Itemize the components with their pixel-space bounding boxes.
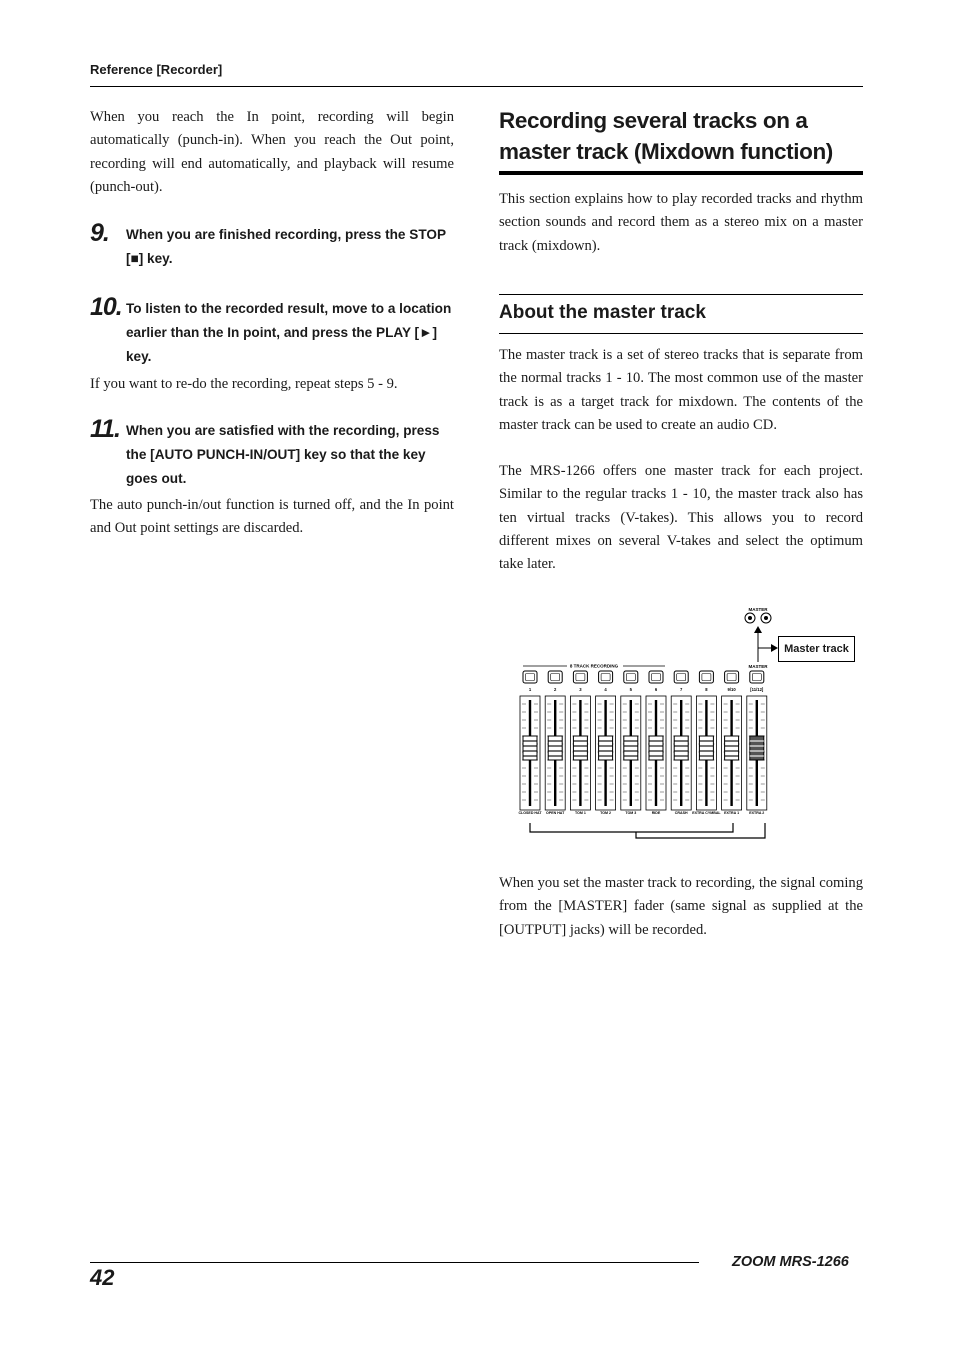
track-number-label: 4 bbox=[604, 687, 607, 692]
track-number-label: 9/10 bbox=[727, 687, 736, 692]
pad-name-label: RIDE bbox=[651, 811, 661, 815]
subheading-rule-top bbox=[499, 294, 863, 295]
rec-button-led bbox=[526, 674, 535, 681]
pad-name-label: OPEN HAT bbox=[546, 811, 565, 815]
master-button-label: MASTER bbox=[748, 664, 768, 669]
master-track-callout: Master track bbox=[778, 636, 855, 662]
rec-button-led bbox=[626, 674, 635, 681]
track-number-label: 2 bbox=[554, 687, 557, 692]
header-rule bbox=[90, 86, 863, 87]
rec-button-led bbox=[551, 674, 560, 681]
pad-name-label: CRASH bbox=[674, 811, 688, 815]
running-header: Reference [Recorder] bbox=[90, 62, 223, 77]
master-track-paragraph-2: The MRS-1266 offers one master track for each project. Similar to the regular tracks 1 - 10, the master track also has ten virtual tracks (V-takes). This allows you to record different mixes on several V-takes and select the optimum take later. bbox=[499, 463, 863, 573]
master-track-paragraph-3: When you set the master track to recording, the signal coming from the [MASTER] fader (same signal as supplied at the [OUTPUT] jacks) will be recorded. bbox=[499, 875, 863, 938]
rec-button-led bbox=[652, 674, 661, 681]
master-knob-label: MASTER bbox=[748, 607, 768, 612]
step-10-note: If you want to re-do the recording, repeat steps 5 - 9. bbox=[90, 376, 398, 392]
pad-name-label: TOM 2 bbox=[600, 811, 612, 815]
rec-button-led bbox=[601, 674, 610, 681]
track-number-label: 3 bbox=[579, 687, 582, 692]
intro-paragraph: When you reach the In point, recording will begin automatically (punch-in). When you reach the Out point, recording will end automatically, and playback will resume (punch-out). bbox=[90, 109, 454, 195]
arrow-up-head bbox=[754, 626, 762, 633]
pad-name-label: EXTRA 1 bbox=[724, 811, 740, 815]
rec-button-led bbox=[702, 674, 711, 681]
track-number-label: 7 bbox=[680, 687, 683, 692]
step-11-text: When you are satisfied with the recording, press the [AUTO PUNCH-IN/OUT] key so that the key goes out. bbox=[126, 423, 440, 486]
step-11-note: The auto punch-in/out function is turned off, and the In point and Out point settings are discarded. bbox=[90, 497, 454, 537]
footer-rule bbox=[90, 1262, 699, 1263]
step-10-number: 10. bbox=[90, 293, 122, 321]
pad-name-label: CLOSED HAT bbox=[518, 811, 542, 815]
track-number-label: 6 bbox=[654, 687, 658, 692]
track-number-label: 1 bbox=[528, 687, 532, 692]
rec-button-led bbox=[576, 674, 585, 681]
step-9-text: When you are finished recording, press the STOP [■] key. bbox=[126, 227, 446, 266]
master-knob-left-center bbox=[748, 616, 752, 620]
subheading: About the master track bbox=[499, 302, 706, 323]
section-heading: Recording several tracks on a master track (Mixdown function) bbox=[499, 108, 833, 164]
pad-bracket-left bbox=[530, 823, 733, 832]
arrow-right-head bbox=[771, 644, 778, 652]
page-number: 42 bbox=[90, 1265, 115, 1290]
step-10-text: To listen to the recorded result, move to a location earlier than the In point, and press the PLAY [►] key. bbox=[126, 301, 452, 364]
step-11-number: 11. bbox=[90, 415, 120, 443]
pad-name-label: TOM 3 bbox=[625, 811, 637, 815]
section-intro: This section explains how to play recorded tracks and rhythm section sounds and record them as a stereo mix on a master track (mixdown). bbox=[499, 191, 863, 254]
pad-name-label: TOM 1 bbox=[574, 811, 586, 815]
master-track-paragraph-1: The master track is a set of stereo tracks that is separate from the normal tracks 1 - 10. The most common use of the master track is as a target track for mixdown. The contents of the master track can be used to create an audio CD. bbox=[499, 347, 863, 433]
track-number-label: 8 bbox=[705, 687, 708, 692]
rec-button-led bbox=[752, 674, 761, 681]
track-number-label: 5 bbox=[629, 687, 632, 692]
group-label: 8 TRACK RECORDING bbox=[569, 663, 619, 669]
pad-name-label: EXTRA CYMBAL bbox=[692, 811, 721, 815]
rec-button-led bbox=[677, 674, 686, 681]
subheading-rule-bottom bbox=[499, 333, 863, 334]
pad-bracket-right bbox=[636, 823, 765, 838]
track-number-label: [11/12] bbox=[750, 687, 764, 692]
rec-button-led bbox=[727, 674, 736, 681]
master-knob-right-center bbox=[764, 616, 768, 620]
footer-brand: ZOOM MRS-1266 bbox=[732, 1254, 849, 1270]
heading-rule bbox=[499, 171, 863, 175]
pad-name-label: EXTRA 2 bbox=[749, 811, 765, 815]
step-9-number: 9. bbox=[90, 219, 109, 247]
